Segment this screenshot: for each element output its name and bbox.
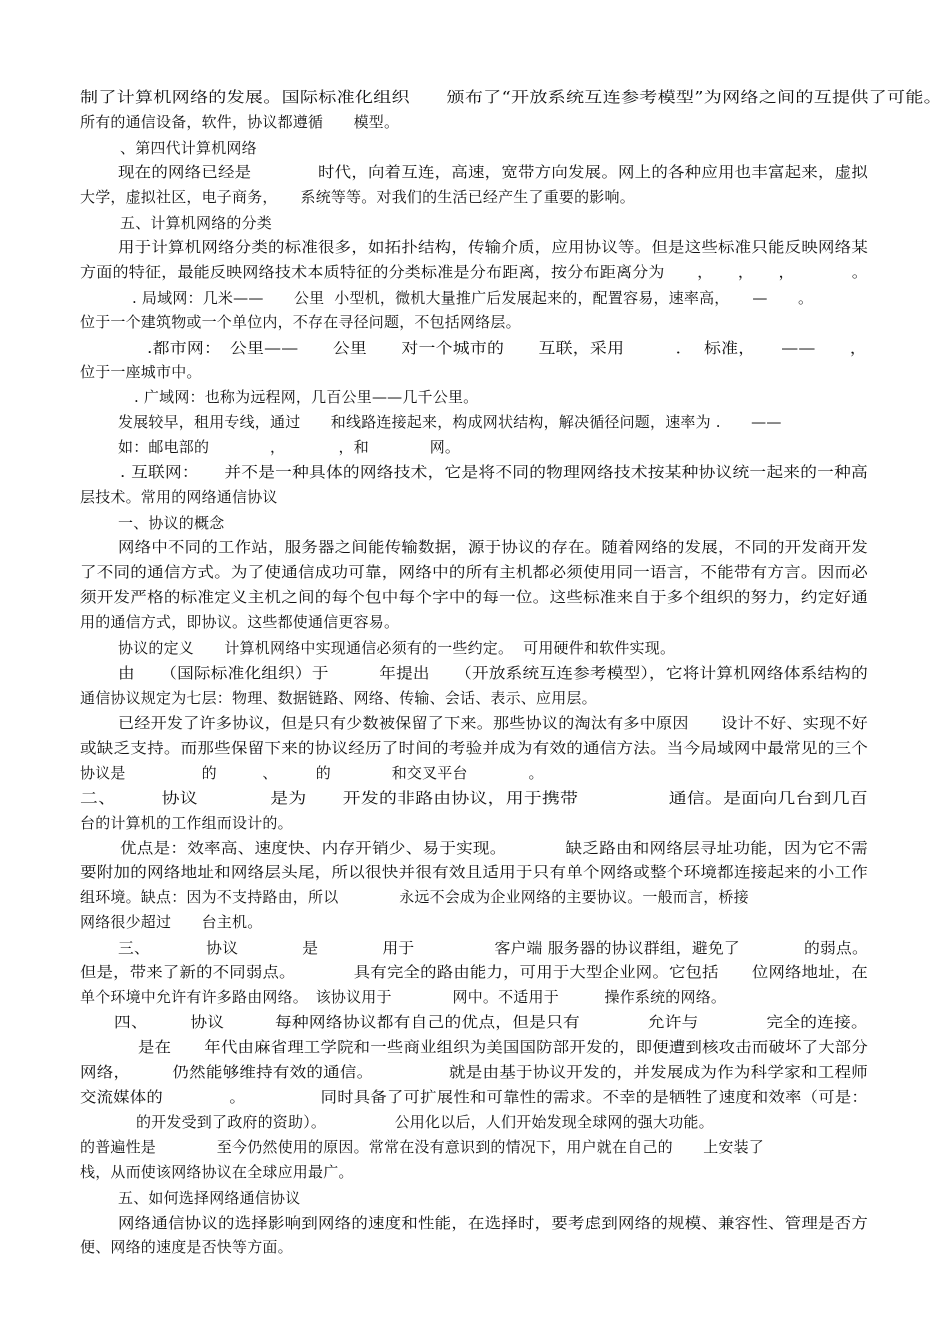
- text-line: 发展较早，租用专线，通过 和线路连接起来，构成网状结构，解决循径问题，速率为 . ——: [118, 413, 782, 431]
- text-line: 的开发受到了政府的资助）。 公用化以后，人们开始发现全球网的强大功能。: [136, 1113, 714, 1131]
- text-line: 五、如何选择网络通信协议: [118, 1189, 301, 1207]
- text-line: 现在的网络已经是 时代，向着互连，高速，宽带方向发展。网上的各种应用也丰富起来，虚拟: [118, 163, 868, 181]
- text-line: 交流媒体的 。 同时具备了可扩展性和可靠性的需求。不幸的是牺牲了速度和效率（可是：: [80, 1088, 868, 1106]
- text-line: 须开发严格的标准定义主机之间的每个包中每个字中的每一位。这些标准来自于多个组织的努力，约定好通: [80, 588, 868, 606]
- text-line: . 广域网：也称为远程网，几百公里——几千公里。: [134, 388, 479, 406]
- text-line: 已经开发了许多协议，但是只有少数被保留了下来。那些协议的淘汰有多中原因 设计不好、实现不好: [118, 714, 869, 732]
- text-line: 要附加的网络地址和网络层头尾，所以很快并很有效且适用于只有单个网络或整个环境都连接起来的小工作: [80, 863, 868, 881]
- text-line: 网络很少超过 台主机。: [80, 913, 263, 931]
- text-line: 二、 协议 是为 开发的非路由协议，用于携带 通信。是面向几台到几百: [80, 789, 868, 807]
- text-line: 五、计算机网络的分类: [120, 214, 273, 232]
- text-line: 用的通信方式，即协议。这些都使通信更容易。: [80, 613, 400, 631]
- text-line: 网络， 仍然能够维持有效的通信。 就是由基于协议开发的，并发展成为作为科学家和工程师: [80, 1063, 868, 1081]
- text-line: 网络通信协议的选择影响到网络的速度和性能，在选择时，要考虑到网络的规模、兼容性、管理是否方: [118, 1214, 868, 1232]
- text-line: 一、协议的概念: [118, 514, 225, 532]
- text-line: 层技术。常用的网络通信协议: [80, 488, 278, 506]
- text-line: 四、 协议 每种网络协议都有自己的优点，但是只有 允许与 完全的连接。: [114, 1013, 868, 1031]
- text-line: 方面的特征，最能反映网络技术本质特征的分类标准是分布距离，按分布距离分为 ， ， ， 。: [80, 263, 868, 281]
- text-line: .都市网： 公里—— 公里 对一个城市的 互联，采用 ． 标准， —— ，: [147, 339, 867, 357]
- text-line: 如：邮电部的 ， ，和 网。: [118, 438, 461, 456]
- text-line: 是在 年代由麻省理工学院和一些商业组织为美国国防部开发的，即便遭到核攻击而破坏了大部分: [138, 1038, 868, 1056]
- text-line: 便、网络的速度是否快等方面。: [80, 1238, 293, 1256]
- text-line: 优点是：效率高、速度快、内存开销少、易于实现。 缺乏路由和网络层寻址功能，因为它不需: [120, 839, 868, 857]
- text-line: 、第四代计算机网络: [120, 139, 257, 157]
- text-line: 组环境。缺点：因为不支持路由，所以 永远不会成为企业网络的主要协议。一般而言，桥接: [80, 888, 749, 906]
- text-line: 网络中不同的工作站，服务器之间能传输数据，源于协议的存在。随着网络的发展，不同的开发商开发: [118, 538, 868, 556]
- text-line: 由 （国际标准化组织）于 年提出 （开放系统互连参考模型），它将计算机网络体系结构的: [118, 664, 868, 682]
- text-line: 位于一座城市中。: [80, 363, 202, 381]
- text-line: 通信协议规定为七层：物理、数据链路、网络、传输、会话、表示、应用层。: [80, 689, 597, 707]
- text-line: 用于计算机网络分类的标准很多，如拓扑结构，传输介质，应用协议等。但是这些标准只能反映网络某: [118, 238, 868, 256]
- text-line: 了不同的通信方式。为了使通信成功可靠，网络中的所有主机都必须使用同一语言，不能带有方言。因而必: [80, 563, 868, 581]
- text-line: 协议的定义 计算机网络中实现通信必须有的一些约定。 可用硬件和软件实现。: [118, 639, 676, 657]
- text-line: 单个环境中允许有许多路由网络。 该协议用于 网中。不适用于 操作系统的网络。: [80, 988, 727, 1006]
- text-line: 栈，从而使该网络协议在全球应用最广。: [80, 1163, 354, 1181]
- text-line: 台的计算机的工作组而设计的。: [80, 814, 293, 832]
- text-line: . 互联网： 并不是一种具体的网络技术，它是将不同的物理网络技术按某种协议统一起来的一种高: [120, 463, 868, 481]
- text-line: 大学，虚拟社区，电子商务， 系统等等。对我们的生活已经产生了重要的影响。: [80, 188, 635, 206]
- text-line: 制了计算机网络的发展。国际标准化组织 颁布了“开放系统互连参考模型”为网络之间的互提供了可能。: [80, 88, 942, 106]
- text-line: 或缺乏支持。而那些保留下来的协议经历了时间的考验并成为有效的通信方法。当今局域网中最常见的三个: [80, 739, 868, 757]
- text-line: 三、 协议 是 用于 客户端 服务器的协议群组，避免了 的弱点。: [118, 939, 868, 957]
- text-line: . 局域网：几米—— 公里 小型机，微机大量推广后发展起来的，配置容易，速率高， — 。: [132, 289, 814, 307]
- text-line: 所有的通信设备，软件，协议都遵循 模型。: [80, 113, 400, 131]
- text-line: 协议是 的 、 的 和交叉平台 。: [80, 764, 544, 782]
- text-line: 的普遍性是 至今仍然使用的原因。常常在没有意识到的情况下，用户就在自己的 上安装了: [80, 1138, 765, 1156]
- text-line: 但是，带来了新的不同弱点。 具有完全的路由能力，可用于大型企业网。它包括 位网络地址，在: [80, 963, 868, 981]
- text-line: 位于一个建筑物或一个单位内，不存在寻径问题，不包括网络层。: [80, 313, 521, 331]
